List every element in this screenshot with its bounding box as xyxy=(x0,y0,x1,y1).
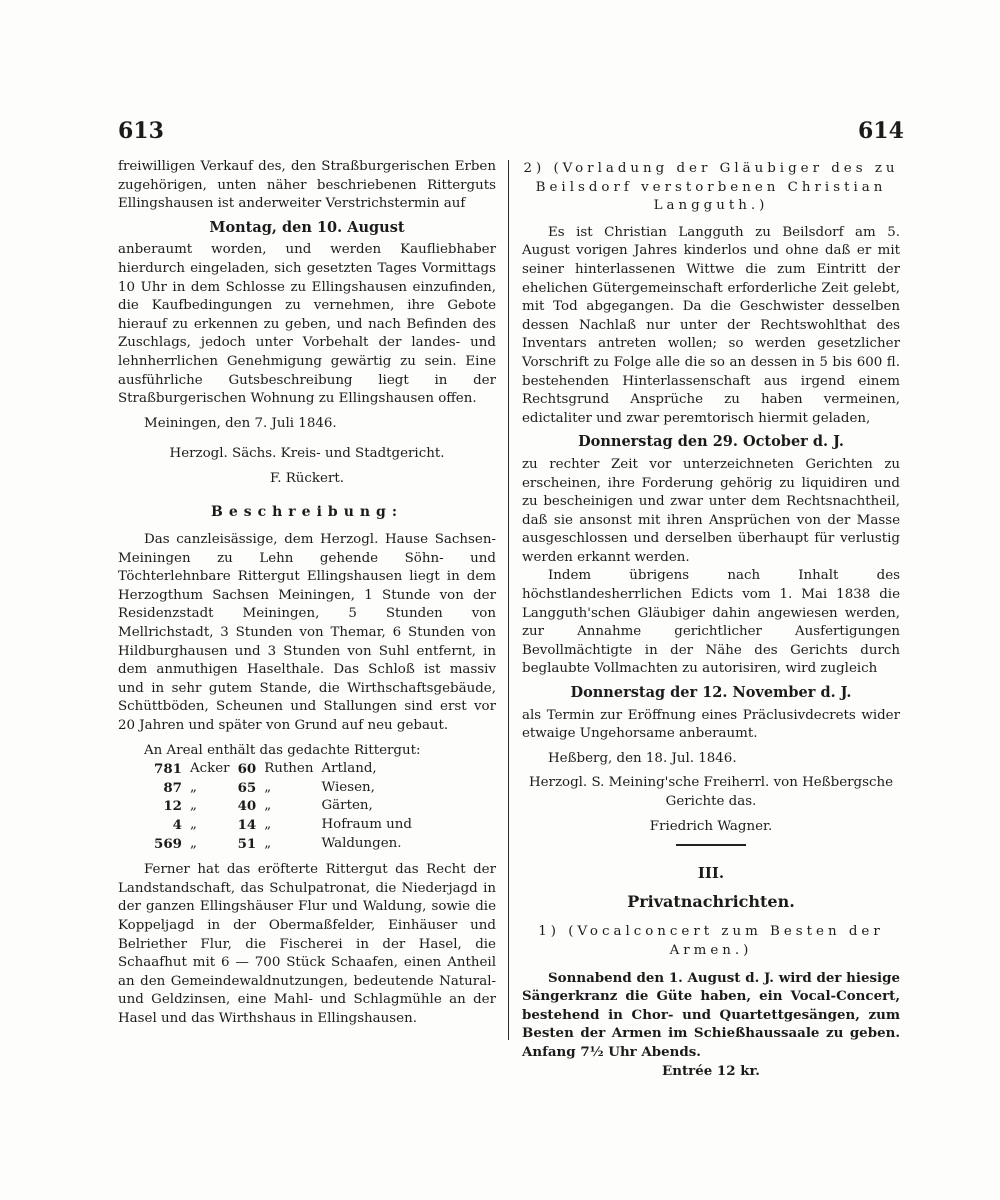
term-paragraph: als Termin zur Eröffnung eines Präclusivdecrets wider etwaige Ungehorsame anberaumt. xyxy=(522,707,900,742)
areal-unit: Acker xyxy=(189,761,230,777)
areal-unit2: Ruthen xyxy=(264,761,314,777)
left-column xyxy=(118,158,496,1029)
areal-row xyxy=(150,779,416,798)
section-number: III. xyxy=(697,864,725,883)
auction-invitation-paragraph: anberaumt worden, und werden Kaufliebhaber hierdurch eingeladen, sich gesetzten Tages Vormittags 10 Uhr in dem Schlosse zu Ellingshausen einzufinden, die Kaufbedingungen zu vernehmen, ihre Gebote hierauf zu erkennen zu geben, und nach Befinden des Zuschlags, jedoch unter Vorbehalt der landes- und lehnherrlichen Genehmigung gewärtig zu sein. Eine ausführliche Gutsbeschreibung liegt in der Straßburgerischen Wohnung zu Ellingshausen offen. xyxy=(118,242,496,407)
estate-description-paragraph: Das canzleisässige, dem Herzogl. Hause Sachsen-Meiningen zu Lehn gehende Söhn- und Töchterlehnbare Rittergut Ellingshausen liegt in dem Herzogthum Sachsen Meiningen, 1 Stunde von der Residenzstadt Meiningen, 5 Stunden von Mellrichstadt, 3 Stunden von Themar, 6 Stunden von Hildburghausen und 3 Stunden von Suhl entfernt, in dem anmuthigen Haselthale. Das Schloß ist massiv und in sehr gutem Stande, die Wirthschaftsgebäude, Schüttböden, Scheunen und Stallungen sind erst vor 20 Jahren und später von Grund auf neu gebaut. xyxy=(118,532,496,734)
areal-kind: Waldungen. xyxy=(321,835,402,851)
summons-instructions-paragraph: zu rechter Zeit vor unterzeichneten Gerichten zu erscheinen, ihre Forderung gehörig zu liquidiren und zu bescheinigen und zwar unter dem Rechtsnachtheil, daß sie ansonst mit ihren Ansprüchen von der Masse ausgeschlossen und derselben überhaupt für verlustig werden erkannt werden. xyxy=(522,456,900,565)
areal-intro: An Areal enthält das gedachte Rittergut: xyxy=(144,742,421,758)
areal-ruthen: 40 xyxy=(237,798,257,815)
summons-title: 2) (Vorladung der Gläubiger des zu Beilsdorf verstorbenen Christian Langguth.) xyxy=(523,161,899,214)
court-signature: Herzogl. Sächs. Kreis- und Stadtgericht. xyxy=(169,446,445,462)
areal-table xyxy=(150,760,416,853)
areal-ruthen: 14 xyxy=(237,817,257,833)
areal-amount: 781 xyxy=(154,761,182,778)
areal-row xyxy=(150,760,416,779)
summons-date-1: Donnerstag den 29. October d. J. xyxy=(578,433,844,451)
areal-kind: Gärten, xyxy=(321,798,373,814)
areal-row xyxy=(150,835,416,854)
areal-row xyxy=(150,797,416,816)
areal-amount: 569 xyxy=(154,835,182,852)
areal-unit: „ xyxy=(189,817,197,832)
signer-name: F. Rückert. xyxy=(269,470,344,486)
areal-unit: „ xyxy=(189,798,197,814)
spacer xyxy=(118,853,496,861)
separator-rule xyxy=(676,844,746,846)
edict-paragraph: Indem übrigens nach Inhalt des höchstlandesherrlichen Edicts vom 1. Mai 1838 die Langguth'schen Gläubiger dahin angewiesen werden, zur Annahme gerichtlicher Ausfertigungen Bevollmächtigte in der Nähe des Gerichts durch beglaubte Vollmachten zu autorisiren, wird zugleich xyxy=(522,568,900,677)
concert-paragraph: Sonnabend den 1. August d. J. wird der hiesige Sängerkranz die Güte haben, ein Vocal-Concert, bestehend in Chor- und Quartettgesängen, zum Besten der Armen im Schießhaussaale zu geben. Anfang 7½ Uhr Abends. xyxy=(522,969,900,1060)
page-number-right: 614 xyxy=(858,118,904,144)
concert-title: 1) (Vocalconcert zum Besten der Armen.) xyxy=(538,924,884,958)
areal-unit2: „ xyxy=(264,779,272,795)
areal-amount: 87 xyxy=(163,779,182,796)
areal-ruthen: 60 xyxy=(237,761,257,778)
areal-kind: Hofraum und xyxy=(321,817,412,832)
right-column xyxy=(522,158,900,1080)
summons-paragraph: Es ist Christian Langguth zu Beilsdorf am 5. August vorigen Jahres kinderlos und ohne daß er mit seiner hinterlassenen Wittwe die zum Eintritt der ehelichen Gütergemeinschaft erforderliche Zeit gelebt, mit Tod abgegangen. Da die Geschwister desselben dessen Nachlaß nur unter der Rechtswohlthat des Inventars antreten wollen; so werden gesetzlicher Vorschrift zu Folge alle die so an dessen in 5 bis 600 fl. bestehenden Hinterlassenschaft aus irgend einem Rechtsgrund Ansprüche zu haben vermeinen, edictaliter und zwar peremtorisch hiermit geladen, xyxy=(522,224,900,426)
page-number-left: 613 xyxy=(118,118,164,144)
section-title: Privatnachrichten. xyxy=(627,891,795,911)
areal-kind: Artland, xyxy=(321,761,377,777)
areal-amount: 4 xyxy=(172,817,182,833)
areal-kind: Wiesen, xyxy=(321,779,375,795)
description-heading: Beschreibung: xyxy=(210,503,404,520)
areal-ruthen: 65 xyxy=(237,779,257,796)
place-date: Meiningen, den 7. Juli 1846. xyxy=(144,415,337,431)
areal-unit2: „ xyxy=(264,798,272,814)
areal-unit: „ xyxy=(189,835,197,851)
areal-ruthen: 51 xyxy=(237,835,257,852)
areal-unit: „ xyxy=(189,779,197,795)
estate-rights-paragraph: Ferner hat das eröfterte Rittergut das Recht der Landstandschaft, das Schulpatronat, die Niederjagd in der ganzen Ellingshäuser Flur und Waldung, sowie die Koppeljagd in der Obermaßfelder, Einhäuser und Belriether Flur, die Fischerei in der Hasel, die Schaafhut mit 6 — 700 Stück Schaafen, einen Antheil an den Gemeindewaldnutzungen, bedeutende Natural- und Geldzinsen, eine Mahl- und Schlagmühle an der Hasel und das Wirthshaus in Ellingshausen. xyxy=(118,862,496,1026)
areal-amount: 12 xyxy=(163,798,182,815)
court-signature-right: Herzogl. S. Meining'sche Freiherrl. von Heßbergsche Gerichte das. xyxy=(528,775,894,809)
summons-date-2: Donnerstag der 12. November d. J. xyxy=(570,684,852,702)
areal-unit2: „ xyxy=(264,817,272,832)
auction-notice-paragraph: freiwilligen Verkauf des, den Straßburgerischen Erben zugehörigen, unten näher beschriebenen Ritterguts Ellingshausen ist anderweiter Verstrichstermin auf xyxy=(118,159,496,212)
auction-date: Montag, den 10. August xyxy=(209,218,405,236)
place-date-right: Heßberg, den 18. Jul. 1846. xyxy=(548,750,737,766)
areal-unit2: „ xyxy=(264,835,272,851)
column-divider xyxy=(508,160,509,1040)
signer-name-right: Friedrich Wagner. xyxy=(649,818,773,834)
concert-entree: Entrée 12 kr. xyxy=(662,1062,760,1079)
areal-row xyxy=(150,816,416,835)
